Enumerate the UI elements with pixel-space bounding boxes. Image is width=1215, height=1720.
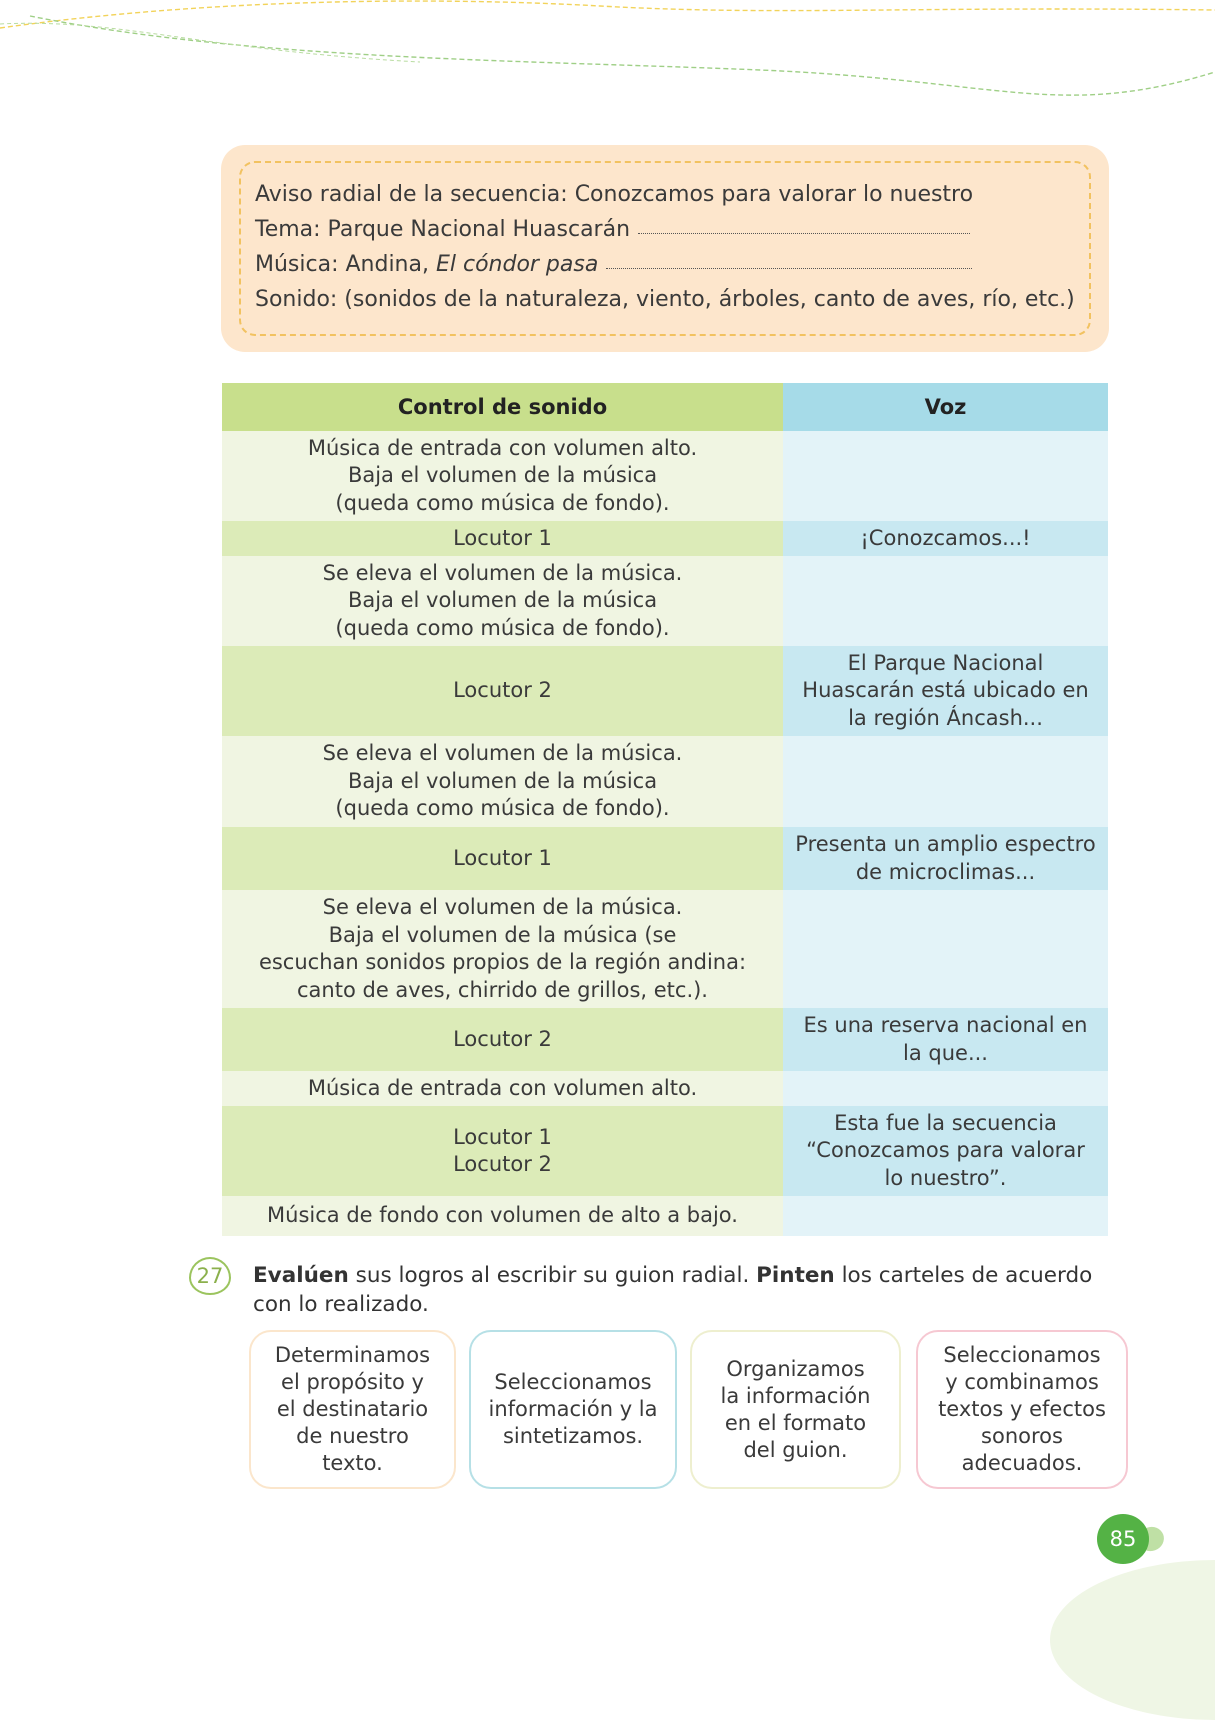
control-cell: Música de entrada con volumen alto. [222, 1071, 783, 1106]
table-row [222, 1196, 1108, 1236]
table-row [222, 890, 1108, 1008]
voz-cell: Es una reserva nacional en la que... [783, 1008, 1108, 1071]
evaluation-card-formato[interactable]: Organizamos la información en el formato del guion. [690, 1330, 901, 1489]
control-cell: Locutor 2 [222, 1008, 783, 1071]
instruction-verb-evaluen: Evalúen [253, 1263, 349, 1288]
voz-cell: Presenta un amplio espectro de microclimas... [783, 827, 1108, 890]
voz-cell [783, 736, 1108, 827]
table-row [222, 1008, 1108, 1071]
control-cell: Música de fondo con volumen de alto a bajo. [222, 1196, 783, 1236]
instruction-verb-pinten: Pinten [756, 1263, 835, 1288]
header-voz: Voz [783, 383, 1108, 431]
control-cell: Se eleva el volumen de la música. Baja el volumen de la música (queda como música de fondo). [222, 556, 783, 646]
voz-cell [783, 431, 1108, 521]
evaluation-card-efectos-sonoros[interactable]: Seleccionamos y combinamos textos y efectos sonoros adecuados. [916, 1330, 1128, 1489]
info-line-musica [255, 247, 1075, 282]
header-control-de-sonido: Control de sonido [222, 383, 783, 431]
voz-cell: El Parque Nacional Huascarán está ubicado en la región Áncash... [783, 646, 1108, 736]
control-cell: Locutor 1 [222, 827, 783, 890]
activity-instruction [253, 1261, 1123, 1319]
control-cell: Se eleva el volumen de la música. Baja el volumen de la música (queda como música de fondo). [222, 736, 783, 827]
info-line-sonido: Sonido: (sonidos de la naturaleza, viento, árboles, canto de aves, río, etc.) [255, 287, 1075, 312]
table-row [222, 1106, 1108, 1196]
table-row [222, 556, 1108, 646]
voz-cell [783, 1071, 1108, 1106]
activity-number-badge: 27 [189, 1257, 231, 1295]
evaluation-card-proposito[interactable]: Determinamos el propósito y el destinatario de nuestro texto. [249, 1330, 456, 1489]
voz-cell [783, 890, 1108, 1008]
control-cell: Locutor 1 [222, 521, 783, 556]
radio-script-table [222, 383, 1108, 1236]
decorative-wave-lines [0, 0, 1215, 110]
table-row [222, 827, 1108, 890]
page-number: 85 [1097, 1514, 1149, 1564]
table-row [222, 431, 1108, 521]
info-tema-text: Tema: Parque Nacional Huascarán [255, 217, 631, 242]
info-musica-song: El cóndor pasa [435, 252, 599, 277]
control-cell: Locutor 1 Locutor 2 [222, 1106, 783, 1196]
voz-cell [783, 1196, 1108, 1236]
info-line-tema [255, 212, 1075, 247]
table-header-row [222, 383, 1108, 431]
radio-ad-info-box [221, 145, 1109, 352]
info-line-aviso: Aviso radial de la secuencia: Conozcamos para valorar lo nuestro [255, 182, 974, 207]
control-cell: Se eleva el volumen de la música. Baja el volumen de la música (se escuchan sonidos propios de la región andina: canto de aves, chirrido de grillos, etc.). [222, 890, 783, 1008]
instruction-text-1: sus logros al escribir su guion radial. [348, 1263, 757, 1288]
info-musica-text: Música: Andina, [255, 252, 436, 277]
table-row [222, 646, 1108, 736]
evaluation-card-informacion[interactable]: Seleccionamos información y la sintetizamos. [469, 1330, 677, 1489]
voz-cell: ¡Conozcamos...! [783, 521, 1108, 556]
table-row [222, 521, 1108, 556]
control-cell: Locutor 2 [222, 646, 783, 736]
table-row [222, 1071, 1108, 1106]
fill-in-dotted-line [606, 268, 972, 269]
instruction-text-2: los carteles de acuerdo con lo realizado. [253, 1263, 1093, 1317]
table-row [222, 736, 1108, 827]
control-cell: Música de entrada con volumen alto. Baja el volumen de la música (queda como música de fondo). [222, 431, 783, 521]
fill-in-dotted-line [638, 233, 970, 234]
voz-cell [783, 556, 1108, 646]
radio-ad-info-dashed-frame [239, 161, 1091, 336]
voz-cell: Esta fue la secuencia “Conozcamos para valorar lo nuestro”. [783, 1106, 1108, 1196]
decorative-corner-blob [1050, 1560, 1215, 1720]
